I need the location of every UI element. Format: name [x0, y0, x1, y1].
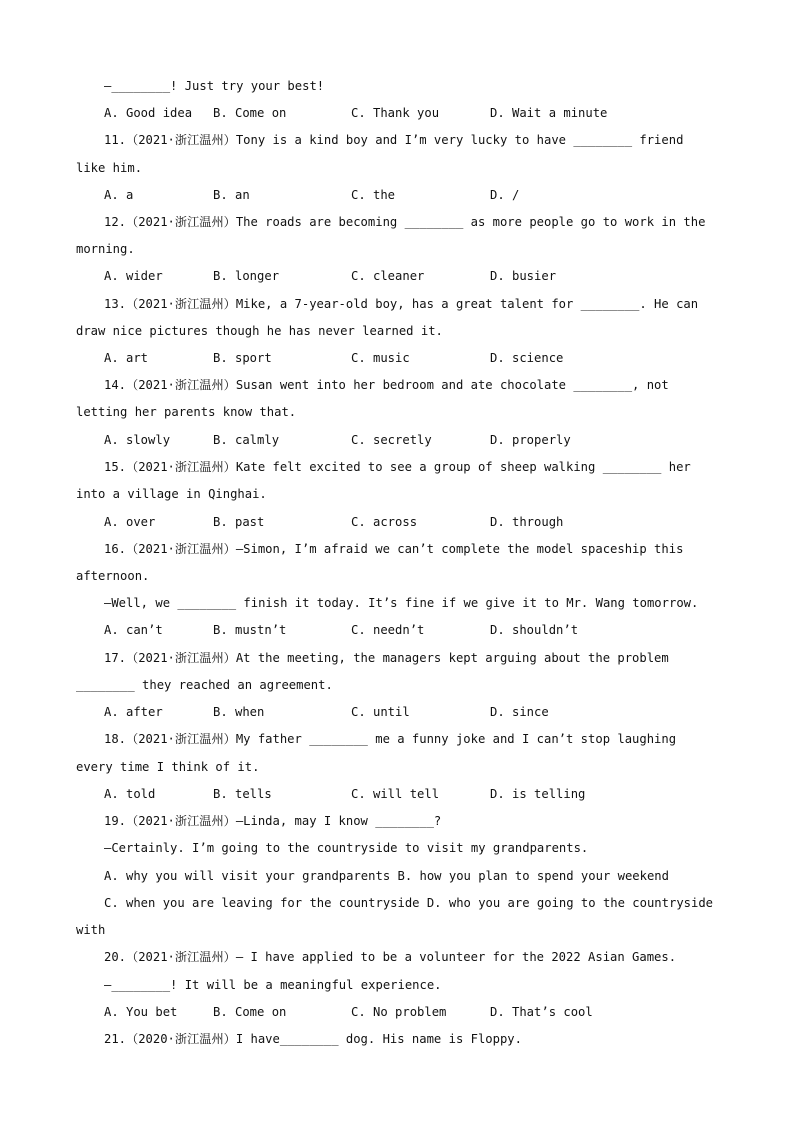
answer-option: C. Thank you	[351, 106, 440, 120]
answer-option: D. is telling	[490, 787, 586, 801]
answer-option: D. That’s cool	[490, 1005, 593, 1019]
question-stem: 15.（2021·浙江温州）Kate felt excited to see a group of sheep walking ________ her	[104, 460, 691, 474]
question-line: into a village in Qinghai.	[76, 487, 267, 501]
answer-option: A. You bet	[104, 1005, 178, 1019]
question-line: A. why you will visit your grandparents B. how you plan to spend your weekend	[104, 869, 669, 883]
answer-option: C. music	[351, 351, 410, 365]
answer-option: D. /	[490, 188, 520, 202]
answer-option: A. a	[104, 188, 134, 202]
question-line: ________ they reached an agreement.	[76, 678, 333, 692]
question-stem: 19.（2021·浙江温州）—Linda, may I know ________?	[104, 814, 442, 828]
question-stem: 21.（2020·浙江温州）I have________ dog. His name is Floppy.	[104, 1032, 522, 1046]
answer-option: C. until	[351, 705, 410, 719]
answer-option: A. over	[104, 515, 156, 529]
question-stem: 20.（2021·浙江温州）— I have applied to be a volunteer for the 2022 Asian Games.	[104, 950, 677, 964]
question-line: like him.	[76, 161, 143, 175]
question-line: every time I think of it.	[76, 760, 260, 774]
question-stem: —________! Just try your best!	[104, 79, 325, 93]
answer-option: C. the	[351, 188, 396, 202]
answer-option: B. tells	[213, 787, 272, 801]
question-line: morning.	[76, 242, 135, 256]
answer-option: C. across	[351, 515, 418, 529]
question-line: letting her parents know that.	[76, 405, 297, 419]
answer-option: A. wider	[104, 269, 163, 283]
question-stem: 12.（2021·浙江温州）The roads are becoming ________ as more people go to work in the	[104, 215, 706, 229]
answer-option: A. art	[104, 351, 149, 365]
question-stem: 13.（2021·浙江温州）Mike, a 7-year-old boy, has a great talent for ________. He can	[104, 297, 699, 311]
question-stem: 14.（2021·浙江温州）Susan went into her bedroom and ate chocolate ________, not	[104, 378, 669, 392]
answer-option: B. when	[213, 705, 265, 719]
question-stem: 16.（2021·浙江温州）—Simon, I’m afraid we can’t complete the model spaceship this	[104, 542, 684, 556]
answer-option: D. properly	[490, 433, 571, 447]
answer-option: C. needn’t	[351, 623, 425, 637]
answer-option: D. through	[490, 515, 564, 529]
answer-option: C. will tell	[351, 787, 440, 801]
answer-option: D. busier	[490, 269, 557, 283]
answer-option: A. after	[104, 705, 163, 719]
answer-option: B. sport	[213, 351, 272, 365]
answer-option: A. slowly	[104, 433, 171, 447]
answer-option: C. cleaner	[351, 269, 425, 283]
question-line: C. when you are leaving for the countryside D. who you are going to the countryside	[104, 896, 714, 910]
answer-option: B. Come on	[213, 1005, 287, 1019]
question-line: —Well, we ________ finish it today. It’s fine if we give it to Mr. Wang tomorrow.	[104, 596, 699, 610]
question-stem: 17.（2021·浙江温州）At the meeting, the managers kept arguing about the problem	[104, 651, 669, 665]
answer-option: D. since	[490, 705, 549, 719]
answer-option: B. past	[213, 515, 265, 529]
answer-option: D. Wait a minute	[490, 106, 608, 120]
answer-option: C. No problem	[351, 1005, 447, 1019]
answer-option: B. longer	[213, 269, 280, 283]
answer-option: B. Come on	[213, 106, 287, 120]
answer-option: B. mustn’t	[213, 623, 287, 637]
question-line: afternoon.	[76, 569, 150, 583]
answer-option: A. can’t	[104, 623, 163, 637]
answer-option: A. Good idea	[104, 106, 193, 120]
question-line: with	[76, 923, 106, 937]
question-stem: 11.（2021·浙江温州）Tony is a kind boy and I’m very lucky to have ________ friend	[104, 133, 684, 147]
question-stem: 18.（2021·浙江温州）My father ________ me a funny joke and I can’t stop laughing	[104, 732, 677, 746]
answer-option: D. shouldn’t	[490, 623, 579, 637]
answer-option: C. secretly	[351, 433, 432, 447]
answer-option: A. told	[104, 787, 156, 801]
question-line: draw nice pictures though he has never learned it.	[76, 324, 443, 338]
answer-option: B. an	[213, 188, 250, 202]
question-line: —Certainly. I’m going to the countryside to visit my grandparents.	[104, 841, 589, 855]
answer-option: B. calmly	[213, 433, 280, 447]
question-line: —________! It will be a meaningful experience.	[104, 978, 442, 992]
answer-option: D. science	[490, 351, 564, 365]
